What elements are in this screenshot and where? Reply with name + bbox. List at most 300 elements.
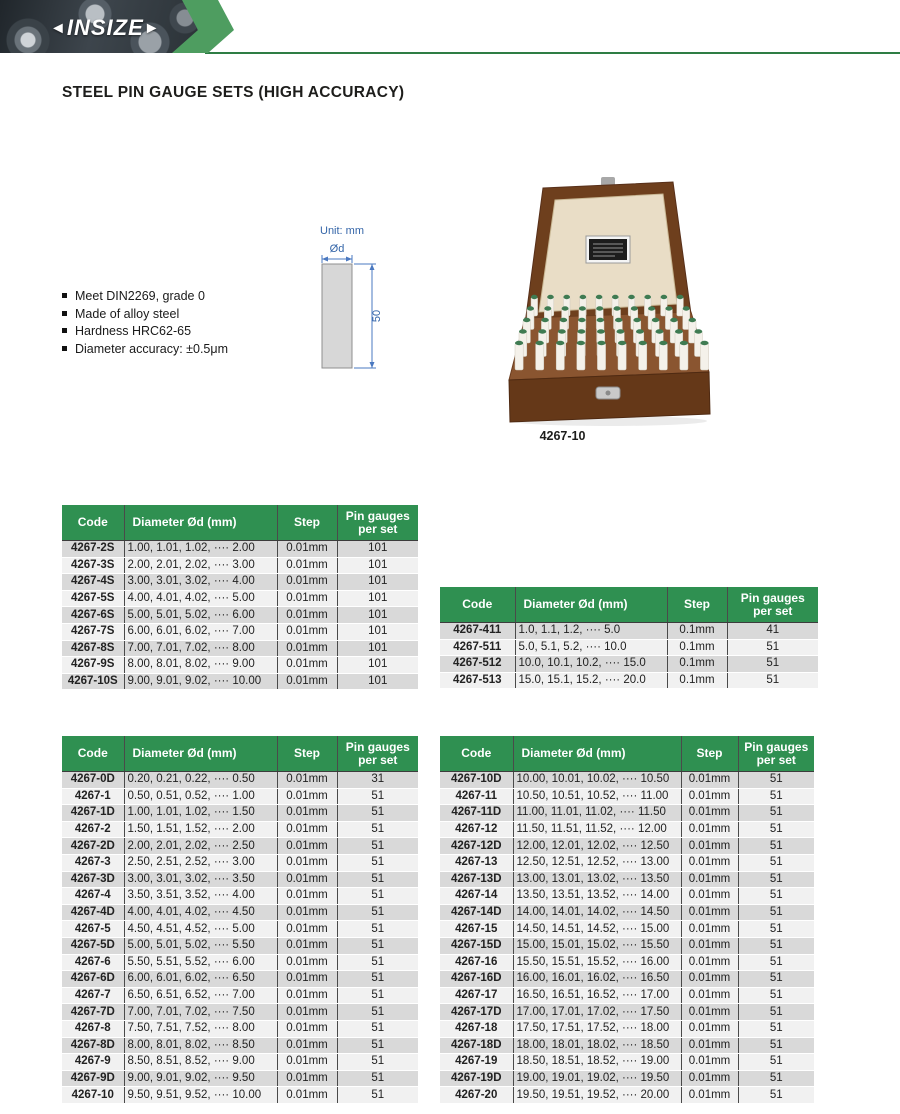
brand-banner (0, 0, 900, 55)
cell-qty: 51 (337, 871, 418, 888)
cell-code: 4267-19 (440, 1054, 513, 1071)
cell-qty: 51 (337, 838, 418, 855)
cell-code: 4267-7D (62, 1004, 124, 1021)
cell-code: 4267-6 (62, 954, 124, 971)
cell-qty: 51 (738, 772, 814, 789)
cell-qty: 51 (337, 1087, 418, 1104)
cell-diameter: 6.50, 6.51, 6.52, ···· 7.00 (124, 987, 277, 1004)
cell-code: 4267-14D (440, 904, 513, 921)
table-row (62, 904, 418, 921)
pin-gauge-outline (322, 264, 352, 368)
table-row (440, 954, 814, 971)
cell-code: 4267-17D (440, 1004, 513, 1021)
cell-qty: 51 (738, 1054, 814, 1071)
cell-diameter: 0.20, 0.21, 0.22, ···· 0.50 (124, 772, 277, 789)
cell-qty: 51 (727, 639, 818, 656)
table-row (62, 1087, 418, 1104)
table-row (440, 937, 814, 954)
cell-step: 0.01mm (681, 954, 738, 971)
cell-diameter: 8.00, 8.01, 8.02, ···· 8.50 (124, 1037, 277, 1054)
diameter-dim-label: Ød (329, 243, 345, 255)
table-row (440, 772, 814, 789)
table-row (62, 987, 418, 1004)
cell-diameter: 4.50, 4.51, 4.52, ···· 5.00 (124, 921, 277, 938)
cell-code: 4267-8D (62, 1037, 124, 1054)
cell-code: 4267-2 (62, 821, 124, 838)
feature-text: Meet DIN2269, grade 0 (75, 289, 205, 303)
cell-code: 4267-18D (440, 1037, 513, 1054)
dim-arrow-left (322, 257, 328, 262)
cell-diameter: 9.00, 9.01, 9.02, ···· 9.50 (124, 1070, 277, 1087)
product-image (495, 176, 723, 428)
table-row (440, 921, 814, 938)
cell-diameter: 10.00, 10.01, 10.02, ···· 10.50 (513, 772, 681, 789)
cell-diameter: 4.00, 4.01, 4.02, ···· 4.50 (124, 904, 277, 921)
table-row (440, 821, 814, 838)
cell-step: 0.01mm (277, 772, 337, 789)
cell-qty: 51 (337, 888, 418, 905)
cell-code: 4267-7 (62, 987, 124, 1004)
cell-code: 4267-10S (62, 673, 124, 690)
table-row (62, 1020, 418, 1037)
cell-qty: 101 (337, 640, 418, 657)
cell-step: 0.01mm (277, 904, 337, 921)
cell-step: 0.1mm (667, 623, 727, 640)
table-header-row (62, 736, 418, 772)
cell-step: 0.01mm (277, 623, 337, 640)
cell-step: 0.01mm (681, 871, 738, 888)
cell-step: 0.01mm (277, 541, 337, 558)
cell-qty: 101 (337, 673, 418, 690)
col-header-code: Code (62, 736, 124, 772)
cell-step: 0.01mm (681, 937, 738, 954)
cell-diameter: 11.00, 11.01, 11.02, ···· 11.50 (513, 805, 681, 822)
cell-diameter: 17.00, 17.01, 17.02, ···· 17.50 (513, 1004, 681, 1021)
cell-diameter: 5.00, 5.01, 5.02, ···· 5.50 (124, 937, 277, 954)
feature-text: Hardness HRC62-65 (75, 324, 192, 338)
table-tenth-step (440, 587, 818, 689)
cell-step: 0.01mm (277, 673, 337, 690)
cell-qty: 51 (738, 1070, 814, 1087)
cell-diameter: 5.50, 5.51, 5.52, ···· 6.00 (124, 954, 277, 971)
table-row (62, 557, 418, 574)
col-header-code: Code (62, 505, 124, 541)
table-half-mm-right (440, 736, 814, 1104)
col-header-diameter: Diameter Ød (mm) (513, 736, 681, 772)
cell-diameter: 16.50, 16.51, 16.52, ···· 17.00 (513, 987, 681, 1004)
table-header-row (440, 736, 814, 772)
table-row (62, 838, 418, 855)
cell-qty: 51 (337, 954, 418, 971)
cell-step: 0.1mm (667, 672, 727, 689)
cell-code: 4267-6D (62, 971, 124, 988)
cell-diameter: 14.50, 14.51, 14.52, ···· 15.00 (513, 921, 681, 938)
cell-diameter: 14.00, 14.01, 14.02, ···· 14.50 (513, 904, 681, 921)
cell-qty: 51 (337, 987, 418, 1004)
logo-text: INSIZE (66, 15, 144, 40)
cell-code: 4267-2D (62, 838, 124, 855)
dim-arrow-bottom (370, 362, 375, 368)
cell-diameter: 16.00, 16.01, 16.02, ···· 16.50 (513, 971, 681, 988)
banner-green-rule (205, 52, 900, 54)
table-row (62, 673, 418, 690)
cell-diameter: 5.00, 5.01, 5.02, ···· 6.00 (124, 607, 277, 624)
cell-step: 0.01mm (277, 921, 337, 938)
cell-qty: 51 (337, 1037, 418, 1054)
cell-step: 0.01mm (681, 1004, 738, 1021)
table-row (440, 639, 818, 656)
col-header-diameter: Diameter Ød (mm) (124, 505, 277, 541)
cell-diameter: 13.50, 13.51, 13.52, ···· 14.00 (513, 888, 681, 905)
cell-step: 0.01mm (277, 557, 337, 574)
cell-code: 4267-7S (62, 623, 124, 640)
cell-qty: 51 (738, 921, 814, 938)
table-row (440, 788, 814, 805)
cell-qty: 51 (727, 656, 818, 673)
cell-step: 0.01mm (277, 1070, 337, 1087)
cell-step: 0.01mm (277, 788, 337, 805)
cell-step: 0.01mm (277, 937, 337, 954)
col-header-step: Step (667, 587, 727, 623)
col-header-diameter: Diameter Ød (mm) (515, 587, 667, 623)
table-row (440, 1004, 814, 1021)
bullet-square-icon (62, 311, 67, 316)
table-row (62, 1004, 418, 1021)
logo-right-arrow-icon: ► (143, 20, 161, 37)
cell-step: 0.01mm (277, 821, 337, 838)
cell-qty: 51 (337, 1054, 418, 1071)
cell-code: 4267-4 (62, 888, 124, 905)
unit-label: Unit: mm (320, 225, 364, 237)
table-row (62, 971, 418, 988)
cell-step: 0.01mm (277, 1020, 337, 1037)
cell-step: 0.01mm (681, 971, 738, 988)
cell-qty: 101 (337, 557, 418, 574)
cell-code: 4267-3 (62, 854, 124, 871)
cell-diameter: 7.00, 7.01, 7.02, ···· 7.50 (124, 1004, 277, 1021)
cell-qty: 51 (738, 1087, 814, 1104)
cell-diameter: 12.00, 12.01, 12.02, ···· 12.50 (513, 838, 681, 855)
cell-qty: 101 (337, 657, 418, 674)
cell-qty: 51 (337, 921, 418, 938)
cell-diameter: 18.50, 18.51, 18.52, ···· 19.00 (513, 1054, 681, 1071)
cell-step: 0.01mm (681, 1070, 738, 1087)
cell-diameter: 4.00, 4.01, 4.02, ···· 5.00 (124, 590, 277, 607)
bullet-square-icon (62, 293, 67, 298)
table-row (440, 854, 814, 871)
table-row (440, 1037, 814, 1054)
cell-qty: 101 (337, 623, 418, 640)
cell-diameter: 19.50, 19.51, 19.52, ···· 20.00 (513, 1087, 681, 1104)
table-row (62, 921, 418, 938)
table-row (62, 590, 418, 607)
cell-diameter: 1.00, 1.01, 1.02, ···· 1.50 (124, 805, 277, 822)
col-header-qty: Pin gauges per set (727, 587, 818, 623)
cell-code: 4267-15 (440, 921, 513, 938)
col-header-code: Code (440, 736, 513, 772)
cell-diameter: 12.50, 12.51, 12.52, ···· 13.00 (513, 854, 681, 871)
cell-code: 4267-18 (440, 1020, 513, 1037)
table-row (440, 656, 818, 673)
cell-step: 0.01mm (277, 805, 337, 822)
feature-text: Made of alloy steel (75, 306, 180, 321)
cell-code: 4267-19D (440, 1070, 513, 1087)
cell-diameter: 1.50, 1.51, 1.52, ···· 2.00 (124, 821, 277, 838)
cell-code: 4267-16 (440, 954, 513, 971)
cell-code: 4267-14 (440, 888, 513, 905)
cell-step: 0.01mm (681, 1020, 738, 1037)
table-row (62, 937, 418, 954)
cell-code: 4267-5 (62, 921, 124, 938)
cell-diameter: 10.50, 10.51, 10.52, ···· 11.00 (513, 788, 681, 805)
cell-code: 4267-12D (440, 838, 513, 855)
cell-code: 4267-9D (62, 1070, 124, 1087)
cell-qty: 101 (337, 541, 418, 558)
table-row (62, 772, 418, 789)
table-row (62, 854, 418, 871)
cell-code: 4267-1D (62, 805, 124, 822)
cell-step: 0.01mm (277, 1037, 337, 1054)
table-row (440, 987, 814, 1004)
cell-diameter: 2.00, 2.01, 2.02, ···· 3.00 (124, 557, 277, 574)
insize-logo (50, 15, 161, 41)
cell-diameter: 7.00, 7.01, 7.02, ···· 8.00 (124, 640, 277, 657)
cell-code: 4267-12 (440, 821, 513, 838)
cell-qty: 31 (337, 772, 418, 789)
cell-qty: 101 (337, 574, 418, 591)
cell-step: 0.01mm (277, 854, 337, 871)
cell-qty: 51 (727, 672, 818, 689)
cell-code: 4267-511 (440, 639, 515, 656)
cell-code: 4267-13D (440, 871, 513, 888)
cell-code: 4267-5S (62, 590, 124, 607)
table-row (440, 871, 814, 888)
cell-step: 0.01mm (681, 888, 738, 905)
cell-diameter: 7.50, 7.51, 7.52, ···· 8.00 (124, 1020, 277, 1037)
cell-step: 0.01mm (681, 921, 738, 938)
cell-code: 4267-512 (440, 656, 515, 673)
cell-qty: 41 (727, 623, 818, 640)
table-header-row (440, 587, 818, 623)
cell-step: 0.01mm (681, 1087, 738, 1104)
cell-qty: 51 (337, 1070, 418, 1087)
table-row (440, 805, 814, 822)
cell-diameter: 3.00, 3.01, 3.02, ···· 3.50 (124, 871, 277, 888)
cell-code: 4267-5D (62, 937, 124, 954)
cell-qty: 51 (738, 1004, 814, 1021)
table-row (440, 971, 814, 988)
table-row (62, 1070, 418, 1087)
table-row (62, 574, 418, 591)
cell-step: 0.01mm (681, 805, 738, 822)
cell-diameter: 13.00, 13.01, 13.02, ···· 13.50 (513, 871, 681, 888)
col-header-step: Step (681, 736, 738, 772)
table-row (440, 1087, 814, 1104)
cell-step: 0.01mm (681, 838, 738, 855)
cell-code: 4267-16D (440, 971, 513, 988)
cell-qty: 51 (738, 971, 814, 988)
table-row (62, 541, 418, 558)
length-dim-label: 50 (371, 309, 383, 323)
cell-qty: 51 (337, 788, 418, 805)
cell-step: 0.01mm (277, 838, 337, 855)
cell-step: 0.01mm (277, 607, 337, 624)
cell-qty: 51 (337, 1020, 418, 1037)
table-row (62, 871, 418, 888)
page-title: STEEL PIN GAUGE SETS (HIGH ACCURACY) (62, 84, 405, 101)
cell-diameter: 15.00, 15.01, 15.02, ···· 15.50 (513, 937, 681, 954)
cell-code: 4267-10 (62, 1087, 124, 1104)
cell-code: 4267-13 (440, 854, 513, 871)
cell-diameter: 8.50, 8.51, 8.52, ···· 9.00 (124, 1054, 277, 1071)
table-row (440, 1020, 814, 1037)
table-row (62, 788, 418, 805)
table-row (440, 1054, 814, 1071)
feature-item (62, 323, 228, 341)
table-row (440, 888, 814, 905)
cell-qty: 51 (738, 838, 814, 855)
cell-step: 0.01mm (681, 904, 738, 921)
table-row (62, 954, 418, 971)
cell-qty: 51 (337, 937, 418, 954)
cell-code: 4267-8 (62, 1020, 124, 1037)
col-header-qty: Pin gauges per set (337, 736, 418, 772)
cell-qty: 51 (738, 805, 814, 822)
cell-diameter: 2.50, 2.51, 2.52, ···· 3.00 (124, 854, 277, 871)
cell-code: 4267-6S (62, 607, 124, 624)
cell-step: 0.01mm (277, 954, 337, 971)
cell-step: 0.01mm (277, 574, 337, 591)
cell-diameter: 3.00, 3.01, 3.02, ···· 4.00 (124, 574, 277, 591)
cell-step: 0.01mm (681, 1037, 738, 1054)
cell-qty: 51 (738, 888, 814, 905)
table-header-row (62, 505, 418, 541)
cell-diameter: 6.00, 6.01, 6.02, ···· 6.50 (124, 971, 277, 988)
cell-step: 0.1mm (667, 639, 727, 656)
cell-step: 0.01mm (277, 657, 337, 674)
cell-qty: 51 (738, 937, 814, 954)
table-row (440, 838, 814, 855)
cell-diameter: 17.50, 17.51, 17.52, ···· 18.00 (513, 1020, 681, 1037)
cell-code: 4267-1 (62, 788, 124, 805)
cell-qty: 51 (337, 904, 418, 921)
cell-step: 0.01mm (277, 971, 337, 988)
cell-diameter: 3.50, 3.51, 3.52, ···· 4.00 (124, 888, 277, 905)
dimension-diagram (300, 222, 410, 382)
feature-item (62, 341, 228, 359)
cell-qty: 51 (738, 854, 814, 871)
cell-diameter: 9.00, 9.01, 9.02, ···· 10.00 (124, 673, 277, 690)
table-row (440, 1070, 814, 1087)
cell-diameter: 9.50, 9.51, 9.52, ···· 10.00 (124, 1087, 277, 1104)
cell-diameter: 6.00, 6.01, 6.02, ···· 7.00 (124, 623, 277, 640)
cell-code: 4267-411 (440, 623, 515, 640)
cell-diameter: 1.0, 1.1, 1.2, ···· 5.0 (515, 623, 667, 640)
logo-left-arrow-icon: ◄ (50, 20, 67, 37)
cell-diameter: 15.0, 15.1, 15.2, ···· 20.0 (515, 672, 667, 689)
table-half-mm-left (62, 736, 418, 1104)
cell-qty: 51 (738, 788, 814, 805)
col-header-qty: Pin gauges per set (738, 736, 814, 772)
dim-arrow-right (346, 257, 352, 262)
cell-code: 4267-17 (440, 987, 513, 1004)
feature-item (62, 288, 228, 306)
cell-code: 4267-2S (62, 541, 124, 558)
cell-qty: 51 (337, 854, 418, 871)
cell-diameter: 2.00, 2.01, 2.02, ···· 2.50 (124, 838, 277, 855)
feature-list (62, 288, 228, 358)
cell-qty: 51 (337, 1004, 418, 1021)
cell-step: 0.01mm (681, 772, 738, 789)
cell-diameter: 1.00, 1.01, 1.02, ···· 2.00 (124, 541, 277, 558)
cell-step: 0.01mm (277, 1004, 337, 1021)
cell-qty: 51 (738, 871, 814, 888)
table-row (62, 640, 418, 657)
col-header-qty: Pin gauges per set (337, 505, 418, 541)
cell-code: 4267-3S (62, 557, 124, 574)
table-row (62, 623, 418, 640)
col-header-diameter: Diameter Ød (mm) (124, 736, 277, 772)
cell-diameter: 18.00, 18.01, 18.02, ···· 18.50 (513, 1037, 681, 1054)
cell-step: 0.01mm (277, 640, 337, 657)
cell-diameter: 0.50, 0.51, 0.52, ···· 1.00 (124, 788, 277, 805)
cell-step: 0.01mm (681, 821, 738, 838)
cell-step: 0.01mm (681, 788, 738, 805)
cell-diameter: 11.50, 11.51, 11.52, ···· 12.00 (513, 821, 681, 838)
table-row (62, 821, 418, 838)
cell-qty: 51 (337, 805, 418, 822)
cell-step: 0.01mm (277, 871, 337, 888)
table-row (62, 607, 418, 624)
cell-diameter: 19.00, 19.01, 19.02, ···· 19.50 (513, 1070, 681, 1087)
cell-step: 0.01mm (277, 1087, 337, 1104)
cell-code: 4267-9 (62, 1054, 124, 1071)
cell-code: 4267-20 (440, 1087, 513, 1104)
cell-step: 0.01mm (277, 888, 337, 905)
cell-step: 0.01mm (681, 854, 738, 871)
cell-qty: 51 (738, 987, 814, 1004)
cell-qty: 51 (738, 1037, 814, 1054)
dim-arrow-top (370, 264, 375, 270)
cell-code: 4267-8S (62, 640, 124, 657)
cell-code: 4267-9S (62, 657, 124, 674)
cell-diameter: 5.0, 5.1, 5.2, ···· 10.0 (515, 639, 667, 656)
cell-qty: 51 (738, 1020, 814, 1037)
cell-qty: 51 (738, 821, 814, 838)
table-row (62, 1054, 418, 1071)
cell-code: 4267-4S (62, 574, 124, 591)
bullet-square-icon (62, 346, 67, 351)
cell-diameter: 10.0, 10.1, 10.2, ···· 15.0 (515, 656, 667, 673)
cell-qty: 101 (337, 590, 418, 607)
table-row (440, 904, 814, 921)
cell-code: 4267-15D (440, 937, 513, 954)
cell-qty: 51 (738, 904, 814, 921)
cell-step: 0.01mm (681, 987, 738, 1004)
cell-diameter: 8.00, 8.01, 8.02, ···· 9.00 (124, 657, 277, 674)
table-s-series (62, 505, 418, 690)
col-header-code: Code (440, 587, 515, 623)
feature-item (62, 306, 228, 324)
cell-code: 4267-10D (440, 772, 513, 789)
cell-qty: 51 (337, 821, 418, 838)
feature-text: Diameter accuracy: ±0.5μm (75, 341, 228, 356)
cell-step: 0.1mm (667, 656, 727, 673)
table-row (440, 623, 818, 640)
cell-step: 0.01mm (277, 1054, 337, 1071)
table-row (62, 657, 418, 674)
table-row (62, 888, 418, 905)
